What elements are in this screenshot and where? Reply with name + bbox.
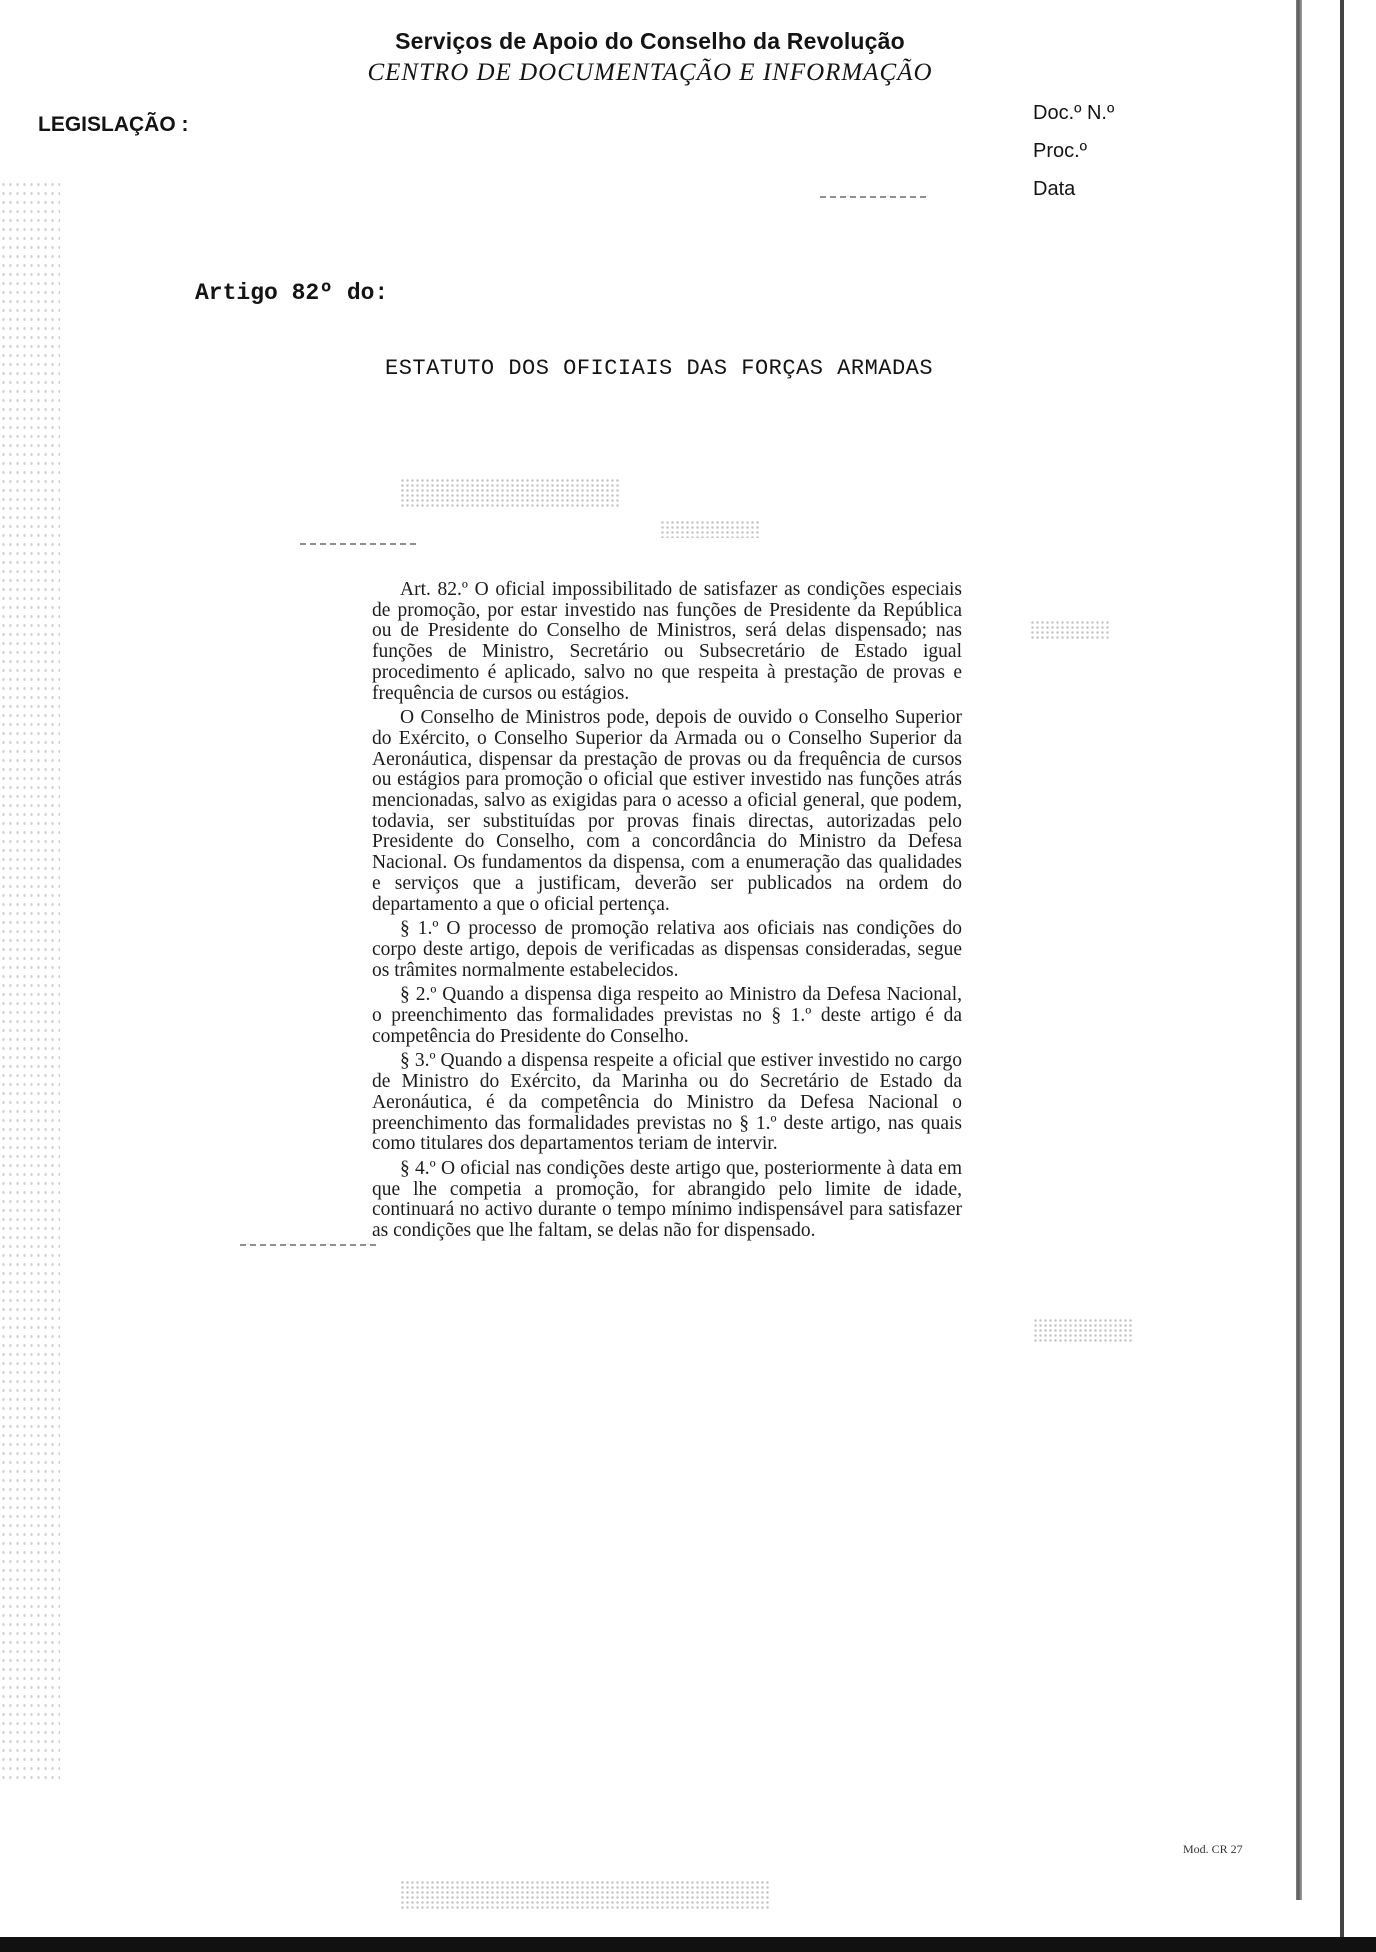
scan-edge-bottom: [0, 1937, 1376, 1952]
scan-dash-line: [300, 543, 420, 545]
scan-edge-right: [1296, 0, 1302, 1900]
article-paragraph: § 4.º O oficial nas condições deste artigo que, posteriormente à data em que lhe competia a promoção, for abrangido pelo limite de idade, continuará no activo durante o tempo mínimo indispensável para satisfazer as condições que lhe faltam, se delas não for dispensado.: [372, 1157, 962, 1242]
document-info-block: [1033, 94, 1114, 208]
article-paragraph: § 1.º O processo de promoção relativa aos oficiais nas condições do corpo deste artigo, depois de verificadas as dispensas consideradas, segue os trâmites normalmente estabelecidos.: [372, 918, 962, 981]
scan-smudge: [400, 478, 620, 508]
scan-smudge: [1033, 1318, 1133, 1342]
date-label: Data: [1033, 178, 1076, 200]
article-paragraph: O Conselho de Ministros pode, depois de ouvido o Conselho Superior do Exército, o Conselho Superior da Armada ou o Conselho Superior da Aeronáutica, dispensar da prestação de provas ou da frequência de cursos ou estágios para promoção o oficial que estiver investido nas funções atrás mencionadas, salvo as exigidas para o acesso a oficial general, que podem, todavia, ser substituídas por provas finais directas, autorizadas pelo Presidente do Conselho, com a concordância do Ministro da Defesa Nacional. Os fundamentos da dispensa, com a enumeração das qualidades e serviços que a justificam, deverão ser publicados na ordem do departamento a que o oficial pertença.: [372, 707, 962, 915]
statute-title: ESTATUTO DOS OFICIAIS DAS FORÇAS ARMADAS: [385, 356, 934, 381]
scan-noise-left: [0, 180, 60, 1780]
document-header: [300, 28, 1000, 87]
article-text: [372, 580, 962, 1246]
proc-label: Proc.º: [1033, 140, 1087, 162]
doc-number-label: Doc.º N.º: [1033, 102, 1115, 124]
header-organization: Serviços de Apoio do Conselho da Revolução: [395, 28, 905, 54]
header-centre: CENTRO DE DOCUMENTAÇÃO E INFORMAÇÃO: [367, 59, 933, 86]
legislacao-label: LEGISLAÇÃO :: [38, 113, 189, 136]
scan-smudge: [400, 1880, 770, 1910]
article-paragraph: § 2.º Quando a dispensa diga respeito ao Ministro da Defesa Nacional, o preenchimento das formalidades previstas no § 1.º deste artigo é da competência do Presidente do Conselho.: [372, 984, 962, 1047]
scan-dash-line: [240, 1244, 380, 1246]
form-code: Mod. CR 27: [1183, 1842, 1243, 1856]
scan-smudge: [660, 520, 760, 538]
scan-smudge: [1030, 620, 1110, 640]
artigo-heading: Artigo 82º do:: [195, 280, 389, 306]
scan-dash-line: [820, 196, 930, 198]
scan-margin-right: [1344, 0, 1376, 1952]
article-paragraph: Art. 82.º O oficial impossibilitado de satisfazer as condições especiais de promoção, por estar investido nas funções de Presidente da República ou de Presidente do Conselho de Ministros, será delas dispensado; nas funções de Ministro, Secretário ou Subsecretário de Estado igual procedimento é aplicado, salvo no que respeita à prestação de provas e frequência de cursos ou estágios.: [372, 579, 962, 704]
article-paragraph: § 3.º Quando a dispensa respeite a oficial que estiver investido no cargo de Ministro do Exército, da Marinha ou do Secretário de Estado da Aeronáutica, é da competência do Ministro da Defesa Nacional o preenchimento das formalidades previstas no § 1.º deste artigo, nas quais como titulares dos departamentos teriam de intervir.: [372, 1050, 962, 1155]
